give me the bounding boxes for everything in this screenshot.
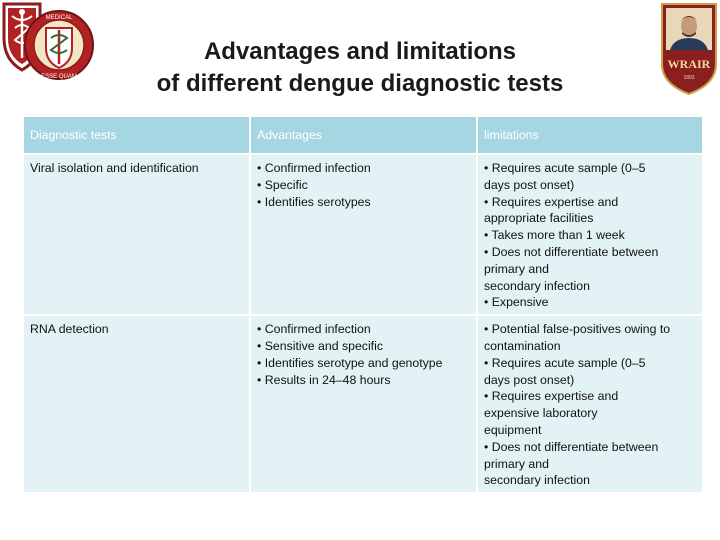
limitation-line: • Requires expertise and xyxy=(484,389,619,404)
limitation-line: days post onset) xyxy=(484,372,575,387)
advantage-line: • Identifies serotype and genotype xyxy=(257,355,443,370)
header-limitations: limitations xyxy=(477,117,703,154)
limitation-line: appropriate facilities xyxy=(484,211,594,226)
wrair-text: WRAIR xyxy=(667,57,711,71)
table-row xyxy=(24,315,703,493)
advantage-line: • Sensitive and specific xyxy=(257,338,383,353)
slide-title-line-1: Advantages and limitations xyxy=(203,38,517,65)
limitations-cell xyxy=(477,154,703,315)
limitation-line: • Does not differentiate between xyxy=(484,244,659,259)
limitation-line: secondary infection xyxy=(484,473,590,488)
limitation-line: days post onset) xyxy=(484,177,575,192)
limitation-line: • Does not differentiate between xyxy=(484,439,659,454)
limitation-line: secondary infection xyxy=(484,278,590,293)
wrair-year-text: 1893 xyxy=(683,75,695,81)
diagnostic-tests-table xyxy=(24,117,704,494)
header-diagnostic-tests: Diagnostic tests xyxy=(24,117,250,154)
advantages-cell xyxy=(250,315,477,493)
emblem-top-text: MEDICAL xyxy=(45,15,73,21)
limitation-line: equipment xyxy=(484,422,542,437)
slide-title xyxy=(100,36,620,100)
table-row xyxy=(24,154,703,315)
advantage-line: • Confirmed infection xyxy=(257,322,371,337)
limitation-line: • Requires acute sample (0–5 xyxy=(484,161,646,175)
slide-title-line-2: of different dengue diagnostic tests xyxy=(156,70,564,97)
limitation-line: primary and xyxy=(484,456,549,471)
advantage-line: • Specific xyxy=(257,177,308,192)
advantage-line: • Confirmed infection xyxy=(257,161,371,175)
limitation-line: contamination xyxy=(484,338,561,353)
header-advantages: Advantages xyxy=(250,117,477,154)
limitation-line: • Potential false-positives owing to xyxy=(484,322,671,337)
advantages-cell xyxy=(250,154,477,315)
limitation-line: • Takes more than 1 week xyxy=(484,228,625,243)
advantage-line: • Identifies serotypes xyxy=(257,194,371,209)
limitation-line: expensive laboratory xyxy=(484,406,598,421)
advantage-line: • Results in 24–48 hours xyxy=(257,372,391,387)
test-name-cell: Viral isolation and identification xyxy=(24,154,250,315)
limitation-line: • Requires expertise and xyxy=(484,194,619,209)
table-body xyxy=(24,154,703,493)
limitation-line: primary and xyxy=(484,261,549,276)
wrair-crest-logo xyxy=(660,2,718,96)
table-header-row xyxy=(24,117,703,154)
test-name-cell: RNA detection xyxy=(24,315,250,493)
limitation-line: • Expensive xyxy=(484,295,549,310)
emblem-bottom-text: ESSE QUAM xyxy=(41,74,77,80)
medical-emblem-logo xyxy=(24,8,94,82)
limitations-cell xyxy=(477,315,703,493)
limitation-line: • Requires acute sample (0–5 xyxy=(484,355,646,370)
